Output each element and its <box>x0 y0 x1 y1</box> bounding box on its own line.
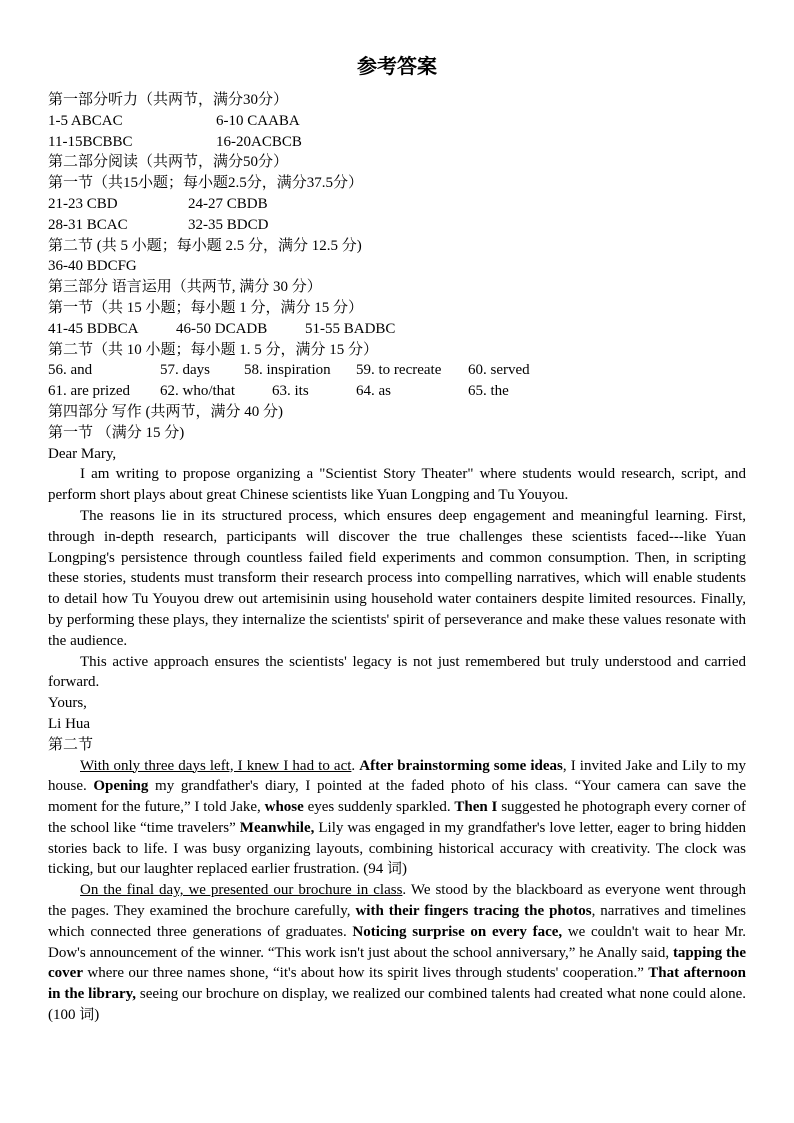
answer-group: 41-45 BDBCA <box>48 320 139 337</box>
story-text: my grandfather's diary, I pointed at the faded photo of his class. “Your camera can save the moment for the future,” I told Jake, <box>48 778 746 816</box>
story-text: . <box>351 757 360 774</box>
letter-closing: Yours, <box>48 695 87 712</box>
bold-phrase: That afternoon in the library, <box>48 965 747 1003</box>
story-paragraph <box>48 756 746 881</box>
answer-row <box>48 132 746 153</box>
answer-group: 6-10 CAABA <box>216 112 300 129</box>
answer-group: 21-23 CBD <box>48 195 118 212</box>
letter-greeting: Dear Mary, <box>48 445 117 462</box>
document-body <box>48 90 746 1026</box>
part3-heading: 第三部分 语言运用（共两节, 满分 30 分） <box>48 279 322 296</box>
section-heading: 第一节（共 15 小题；每小题 1 分，满分 15 分） <box>48 299 364 316</box>
answer-row <box>48 194 746 215</box>
bold-phrase: whose <box>264 799 304 816</box>
answer-group: 24-27 CBDB <box>188 195 268 212</box>
answer-row <box>48 215 746 236</box>
story-text: , narratives and timelines which connected three generations of graduates. <box>48 903 746 940</box>
answer-row <box>48 381 746 402</box>
answer-item: 63. its <box>272 383 309 400</box>
part1-heading: 第一部分听力（共两节，满分30分） <box>48 92 289 108</box>
page-title: 参考答案 <box>357 56 437 78</box>
bold-phrase: Opening <box>93 778 149 795</box>
story-text: suggested he photograph every corner of the school like “time travelers” <box>48 799 747 836</box>
answer-item: 62. who/that <box>160 383 235 400</box>
answer-item: 58. inspiration <box>244 362 331 379</box>
letter-paragraph: This active approach ensures the scientists' legacy is not just remembered but truly understood and carried forward. <box>48 653 746 691</box>
answer-row <box>48 319 746 340</box>
story-text: where our three names shone, “it's about how its spirit lives through students' cooperation.” <box>82 965 649 982</box>
letter-signature: Li Hua <box>48 715 91 732</box>
answer-group: 28-31 BCAC <box>48 216 128 233</box>
section-heading: 第二节 (共 5 小题；每小题 2.5 分，满分 12.5 分) <box>48 237 362 254</box>
bold-phrase: tapping the cover <box>48 944 746 982</box>
bold-phrase: After brainstorming some ideas <box>359 757 563 774</box>
bold-phrase: Noticing surprise on every face, <box>352 923 563 940</box>
story-text: Lily was engaged in my grandfather's love letter, eager to bring hidden stories back to life. I was busy organizing layouts, combining historical accuracy with creativity. The clock was ticking, but our laughter replaced earlier frustration. (94 词) <box>48 819 746 878</box>
bold-phrase: Then I <box>454 799 498 816</box>
story-text: , I invited Jake and Lily to my house. <box>48 757 747 795</box>
section-heading: 第一节 （满分 15 分) <box>48 424 185 441</box>
bold-phrase: Meanwhile, <box>239 819 315 836</box>
section-heading: 第二节（共 10 小题；每小题 1. 5 分，满分 15 分） <box>48 341 379 358</box>
letter-paragraph: The reasons lie in its structured process, which ensures deep engagement and meaningful learning. First, through in-depth research, participants will discover the true challenges these scientists faced---like Yuan Longping's persistence through countless failed field experiments and common consumption. Then, in scripting these stories, students must transform their research process into compelling narratives, which will enable students to detail how Tu Youyou drew out artemisinin using household water containers despite limited resources. Finally, by performing these plays, they internalize the scientists' spirit of perseverance and make these values resonate with the audience. <box>48 507 746 649</box>
story-paragraph <box>48 880 746 1026</box>
part4-heading: 第四部分 写作 (共两节，满分 40 分) <box>48 403 283 420</box>
underlined-sentence: With only three days left, I knew I had to act <box>80 757 352 774</box>
answer-row <box>48 360 746 381</box>
story-text: . We stood by the blackboard as everyone went through the pages. They examined the brochure carefully, <box>48 882 747 920</box>
answer-group: 32-35 BDCD <box>188 216 269 233</box>
answer-group: 46-50 DCADB <box>176 320 268 337</box>
answer-item: 61. are prized <box>48 383 131 400</box>
story-continuation <box>48 756 746 1026</box>
letter-paragraph: I am writing to propose organizing a "Scientist Story Theater" where students would research, script, and perform short plays about great Chinese scientists like Yuan Longping and Tu Youyou. <box>48 466 746 504</box>
answer-item: 59. to recreate <box>356 362 442 379</box>
answer-item: 60. served <box>468 362 530 379</box>
answer-item: 65. the <box>468 383 509 400</box>
answer-row <box>48 111 746 132</box>
answer-group: 1-5 ABCAC <box>48 112 123 129</box>
story-text: we couldn't wait to hear Mr. Dow's announcement of the winner. “This work isn't just about the school anniversary,” he Anally said, <box>48 923 746 961</box>
section-heading: 第一节（共15小题；每小题2.5分，满分37.5分） <box>48 175 364 192</box>
answer-group: 16-20ACBCB <box>216 133 302 150</box>
part2-heading: 第二部分阅读（共两节，满分50分） <box>48 154 289 171</box>
answer-row: 36-40 BDCFG <box>48 258 137 275</box>
underlined-sentence: On the final day, we presented our brochure in class <box>80 882 403 899</box>
answer-group: 51-55 BADBC <box>305 320 396 337</box>
section-heading: 第二节 <box>48 736 94 753</box>
answer-item: 56. and <box>48 362 93 379</box>
story-text: eyes suddenly sparkled. <box>303 799 455 816</box>
answer-item: 64. as <box>356 383 391 400</box>
bold-phrase: with their fingers tracing the photos <box>355 903 592 920</box>
answer-item: 57. days <box>160 362 210 379</box>
story-text: seeing our brochure on display, we realized our combined talents had created what none could alone. (100 词) <box>48 986 746 1024</box>
answer-group: 11-15BCBBC <box>48 133 133 150</box>
